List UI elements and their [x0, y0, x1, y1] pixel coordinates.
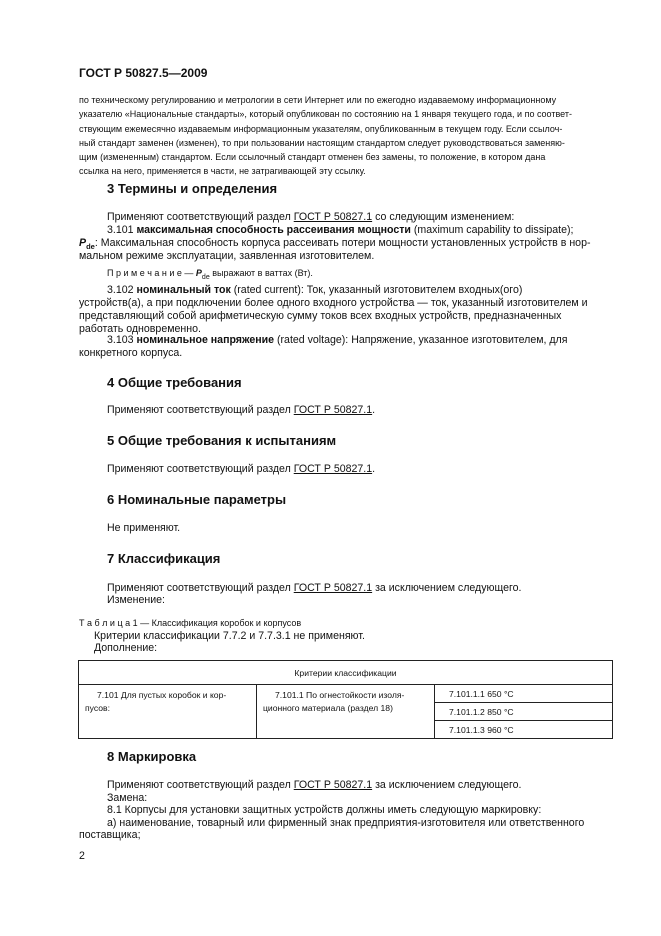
intro-line: по техническому регулированию и метрологии в сети Интернет или по ежегодно издаваемому информационному — [79, 95, 557, 105]
table-cell: 7.101.1.3 960 °С — [435, 721, 613, 739]
table-cell — [79, 685, 257, 739]
line: представляющий собой арифметическую сумму токов всех входных устройств, предназначенных — [79, 310, 562, 323]
ref-link[interactable]: ГОСТ Р 50827.1 — [293, 211, 373, 223]
intro-line: ссылка на него, применяется в части, не затрагивающей эту ссылку. — [79, 166, 366, 177]
section-8-text — [107, 779, 521, 792]
text: : Максимальная способность корпуса рассеивать потери мощности установленных устройств в нор- — [94, 237, 591, 249]
term-title: номинальное напряжение — [136, 334, 275, 346]
paragraph-8-1: 8.1 Корпусы для установки защитных устройств должны иметь следующую маркировку: — [107, 804, 542, 816]
criteria-text: Критерии классификации 7.7.2 и 7.7.3.1 не применяют. — [94, 630, 365, 642]
term-english: (rated current): Ток, указанный изготовителем входных(ого) — [230, 284, 523, 296]
text: Применяют соответствующий раздел — [107, 779, 294, 791]
text: выражают в ваттах (Вт). — [209, 268, 313, 278]
term-3-103 — [107, 334, 567, 347]
table-cell: 7.101.1.2 850 °С — [435, 703, 613, 721]
term-3-103-definition: конкретного корпуса. — [79, 347, 183, 359]
ref-link[interactable]: ГОСТ Р 50827.1 — [293, 463, 373, 475]
intro-line: ный стандарт заменен (изменен), то при пользовании настоящим стандартом следует руководствоваться заменяю- — [79, 137, 565, 148]
text: за исключением следующего. — [372, 779, 522, 791]
section-7-change: Изменение: — [107, 594, 165, 606]
term-number: 3.102 — [107, 284, 137, 296]
section-8-replace: Замена: — [107, 792, 148, 804]
intro-line: щим (измененным) стандартом. Если ссылочный стандарт отменен без замены, то положение, в котором дана — [79, 152, 546, 163]
document-header: ГОСТ Р 50827.5—2009 — [79, 66, 208, 80]
section-4-text — [107, 404, 375, 417]
intro-line: указателю «Национальные стандарты», который опубликован по состоянию на 1 января текущего года, и по соответ- — [79, 109, 572, 120]
section-6-text: Не применяют. — [107, 522, 181, 534]
table-caption: Т а б л и ц а 1 — Классификация коробок и корпусов — [79, 618, 302, 628]
symbol-sub: de — [201, 273, 210, 281]
cell-line: 7.101.1 По огнестойкости изоля- — [275, 690, 405, 700]
text: со следующим изменением: — [372, 211, 515, 223]
section-5-heading: 5 Общие требования к испытаниям — [107, 433, 337, 448]
term-number: 3.103 — [107, 334, 137, 346]
text: . — [372, 463, 376, 475]
term-3-102-definition — [79, 297, 614, 336]
section-3-heading: 3 Термины и определения — [107, 181, 278, 196]
ref-link[interactable]: ГОСТ Р 50827.1 — [293, 582, 373, 594]
intro-line: ствующим ежемесячно издаваемым информационным указателям, опубликованным в текущем году. Если ссылоч- — [79, 123, 563, 134]
note — [107, 268, 313, 281]
symbol-sub: de — [86, 242, 95, 252]
term-english: (maximum capability to dissipate); — [410, 224, 574, 236]
table-cell: 7.101.1.1 650 °С — [435, 685, 613, 703]
cell-line: пусов: — [85, 703, 110, 713]
cell-line: 7.101 Для пустых коробок и кор- — [97, 690, 227, 700]
term-3-102 — [107, 284, 522, 297]
section-5-text — [107, 463, 375, 476]
cell-line: ционного материала (раздел 18) — [263, 703, 393, 713]
item-a-cont: поставщика; — [79, 829, 141, 841]
line: устройств(а), а при подключении более одного входного устройства — ток, указанный изготовителем и — [79, 297, 588, 309]
text: Применяют соответствующий раздел — [107, 582, 294, 594]
text: Применяют соответствующий раздел — [107, 404, 294, 416]
text: за исключением следующего. — [372, 582, 522, 594]
ref-link[interactable]: ГОСТ Р 50827.1 — [293, 404, 373, 416]
section-4-heading: 4 Общие требования — [107, 375, 242, 390]
term-number: 3.101 — [107, 224, 137, 236]
text: Применяют соответствующий раздел — [107, 463, 294, 475]
intro-paragraph — [79, 93, 614, 179]
term-title: максимальная способность рассеивания мощности — [136, 224, 411, 236]
ref-link[interactable]: ГОСТ Р 50827.1 — [293, 779, 373, 791]
term-title: номинальный ток — [136, 284, 231, 296]
section-7-text — [107, 582, 521, 595]
symbol: P — [79, 237, 87, 249]
term-3-101-definition-cont: мальном режиме эксплуатации, заявленная изготовителем. — [79, 250, 375, 262]
section-3-apply — [107, 211, 514, 224]
line: работать одновременно. — [79, 323, 201, 336]
section-8-heading: 8 Маркировка — [107, 749, 197, 764]
term-english: (rated voltage): Напряжение, указанное изготовителем, для — [274, 334, 568, 346]
addition-label: Дополнение: — [94, 642, 158, 654]
symbol: P — [195, 268, 202, 278]
note-label: П р и м е ч а н и е — — [107, 268, 196, 278]
section-7-heading: 7 Классификация — [107, 551, 221, 566]
section-6-heading: 6 Номинальные параметры — [107, 492, 287, 507]
item-a: а) наименование, товарный или фирменный знак предприятия-изготовителя или ответственного — [107, 817, 585, 829]
term-3-101 — [107, 224, 614, 237]
page-number: 2 — [79, 850, 85, 862]
classification-table — [78, 660, 613, 739]
table-header: Критерии классификации — [79, 661, 613, 685]
text: . — [372, 404, 376, 416]
table-cell — [257, 685, 435, 739]
text: Применяют соответствующий раздел — [107, 211, 294, 223]
